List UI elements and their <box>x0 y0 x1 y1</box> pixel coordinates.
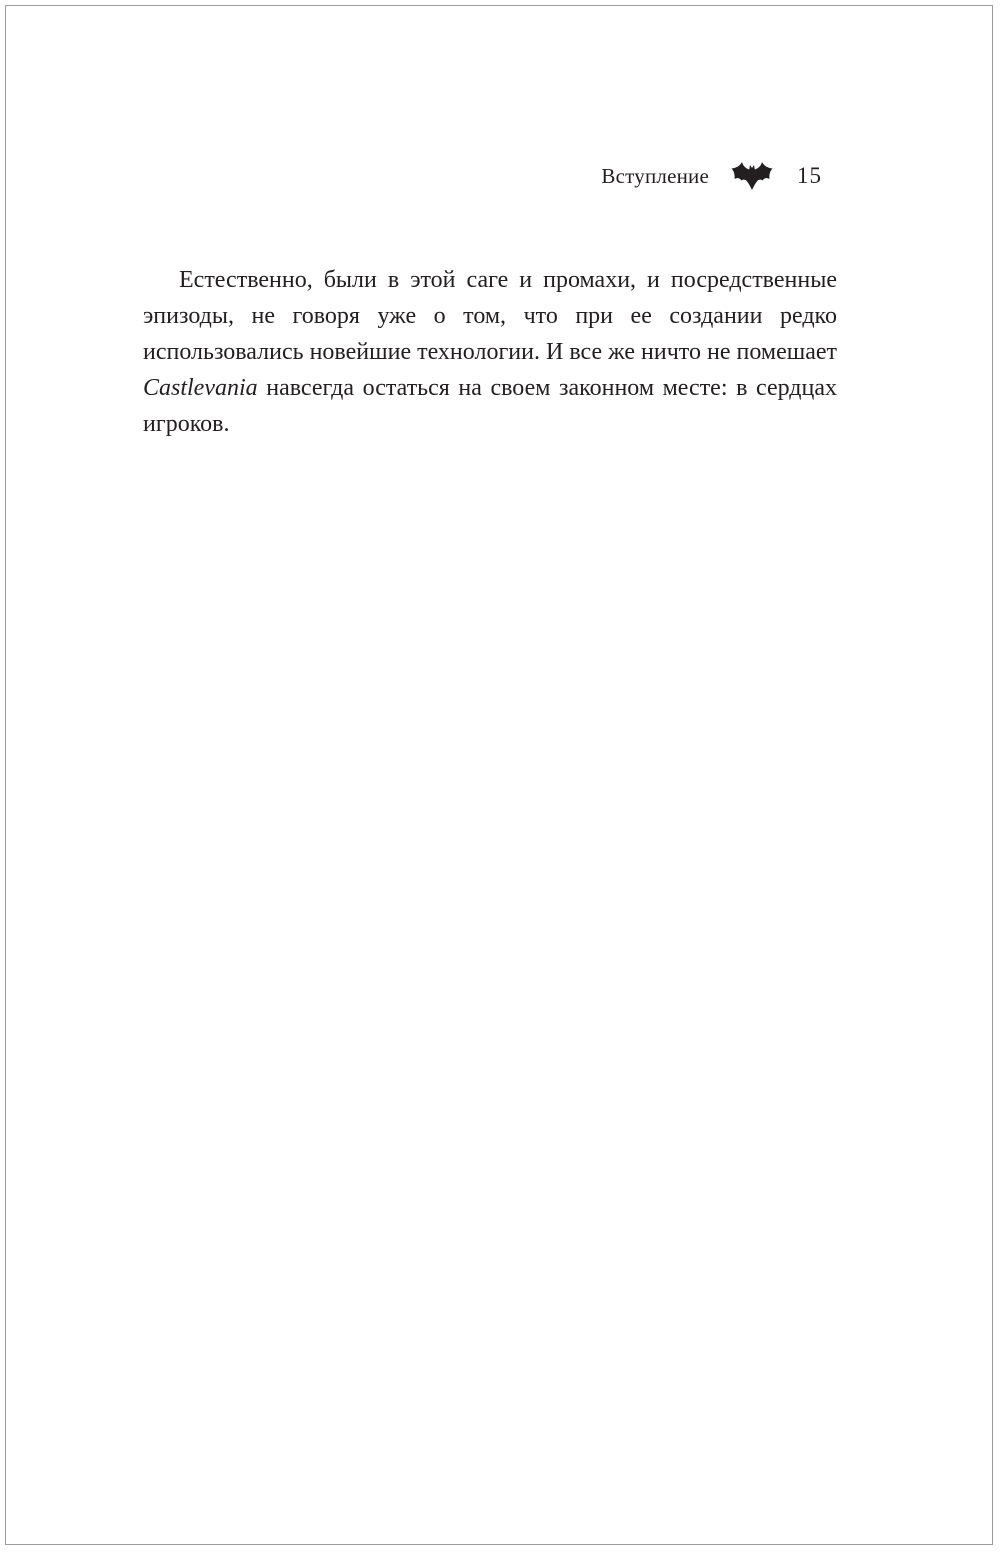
paragraph-text-start: Естественно, были в этой саге и промахи, и посредственные эпизоды, не говоря уже о том, что при ее создании редко использовались новейшие технологии. И все же ничто не помешает <box>143 267 837 365</box>
book-page <box>5 5 993 1545</box>
bat-icon <box>731 160 773 192</box>
section-title: Вступление <box>601 163 709 188</box>
page-number: 15 <box>797 163 822 188</box>
game-title: Castlevania <box>143 375 258 401</box>
paragraph-text-end: навсегда остаться на своем законном месте: в сердцах игроков. <box>143 375 837 437</box>
running-header <box>601 156 822 196</box>
body-paragraph <box>143 262 837 442</box>
